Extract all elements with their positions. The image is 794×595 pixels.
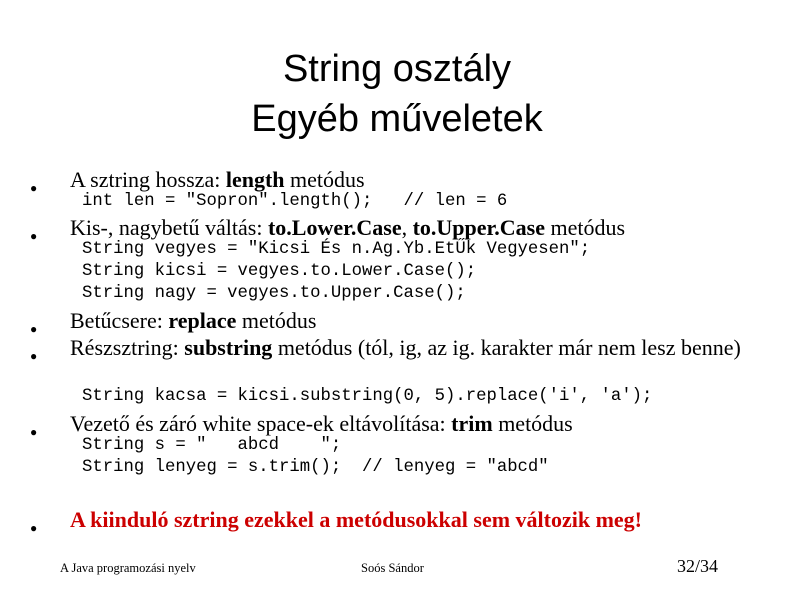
code-line: String s = " abcd ";	[82, 436, 342, 455]
code-line: String vegyes = "Kicsi És n.Ag.Yb.EtŰk Vegyesen";	[82, 240, 591, 259]
bullet-trim	[70, 410, 760, 437]
slide-title	[0, 44, 794, 144]
bullet-icon: ●	[30, 425, 38, 439]
bullet-text: Betűcsere:	[70, 308, 169, 333]
bullet-icon: ●	[30, 322, 38, 336]
code-line: int len = "Sopron".length(); // len = 6	[82, 192, 508, 211]
bullet-text: Részsztring:	[70, 335, 185, 360]
bullet-icon: ●	[30, 349, 38, 363]
method-name: to.Lower.Case	[267, 215, 402, 240]
bullet-text: metódus (tól, ig, az ig. karakter már nem lesz benne)	[272, 335, 741, 360]
bullet-icon: ●	[30, 181, 38, 195]
method-name: length	[225, 167, 285, 192]
code-line: String lenyeg = s.trim(); // lenyeg = "abcd"	[82, 458, 549, 477]
method-name: substring	[184, 335, 273, 360]
footer-course: A Java programozási nyelv	[60, 561, 196, 575]
bullet-text: metódus	[545, 215, 626, 240]
title-line-1: String osztály	[282, 48, 512, 90]
page-number: 32/34	[676, 556, 718, 576]
bullet-text: Kis-, nagybetű váltás:	[70, 215, 268, 240]
bullet-case	[70, 214, 760, 241]
method-name: trim	[451, 411, 493, 436]
bullet-icon: ●	[30, 229, 38, 243]
code-line: String nagy = vegyes.to.Upper.Case();	[82, 284, 466, 303]
code-line: String kacsa = kicsi.substring(0, 5).replace('i', 'a');	[82, 387, 653, 406]
code-line: String kicsi = vegyes.to.Lower.Case();	[82, 262, 477, 281]
bullet-replace	[70, 307, 760, 334]
bullet-text: Vezető és záró white space-ek eltávolítása:	[70, 411, 452, 436]
bullet-text: metódus	[284, 167, 365, 192]
bullet-text: ,	[401, 215, 413, 240]
method-name: to.Upper.Case	[412, 215, 546, 240]
highlight-note: A kiinduló sztring ezekkel a metódusokkal sem változik meg!	[70, 507, 643, 532]
title-line-2: Egyéb műveletek	[251, 98, 543, 140]
bullet-icon: ●	[30, 521, 38, 535]
bullet-text: A sztring hossza:	[70, 167, 226, 192]
bullet-length	[70, 166, 760, 193]
footer-author: Soós Sándor	[361, 561, 424, 575]
method-name: replace	[168, 308, 237, 333]
bullet-text: metódus	[492, 411, 573, 436]
bullet-text: metódus	[236, 308, 317, 333]
bullet-substring	[70, 334, 760, 361]
